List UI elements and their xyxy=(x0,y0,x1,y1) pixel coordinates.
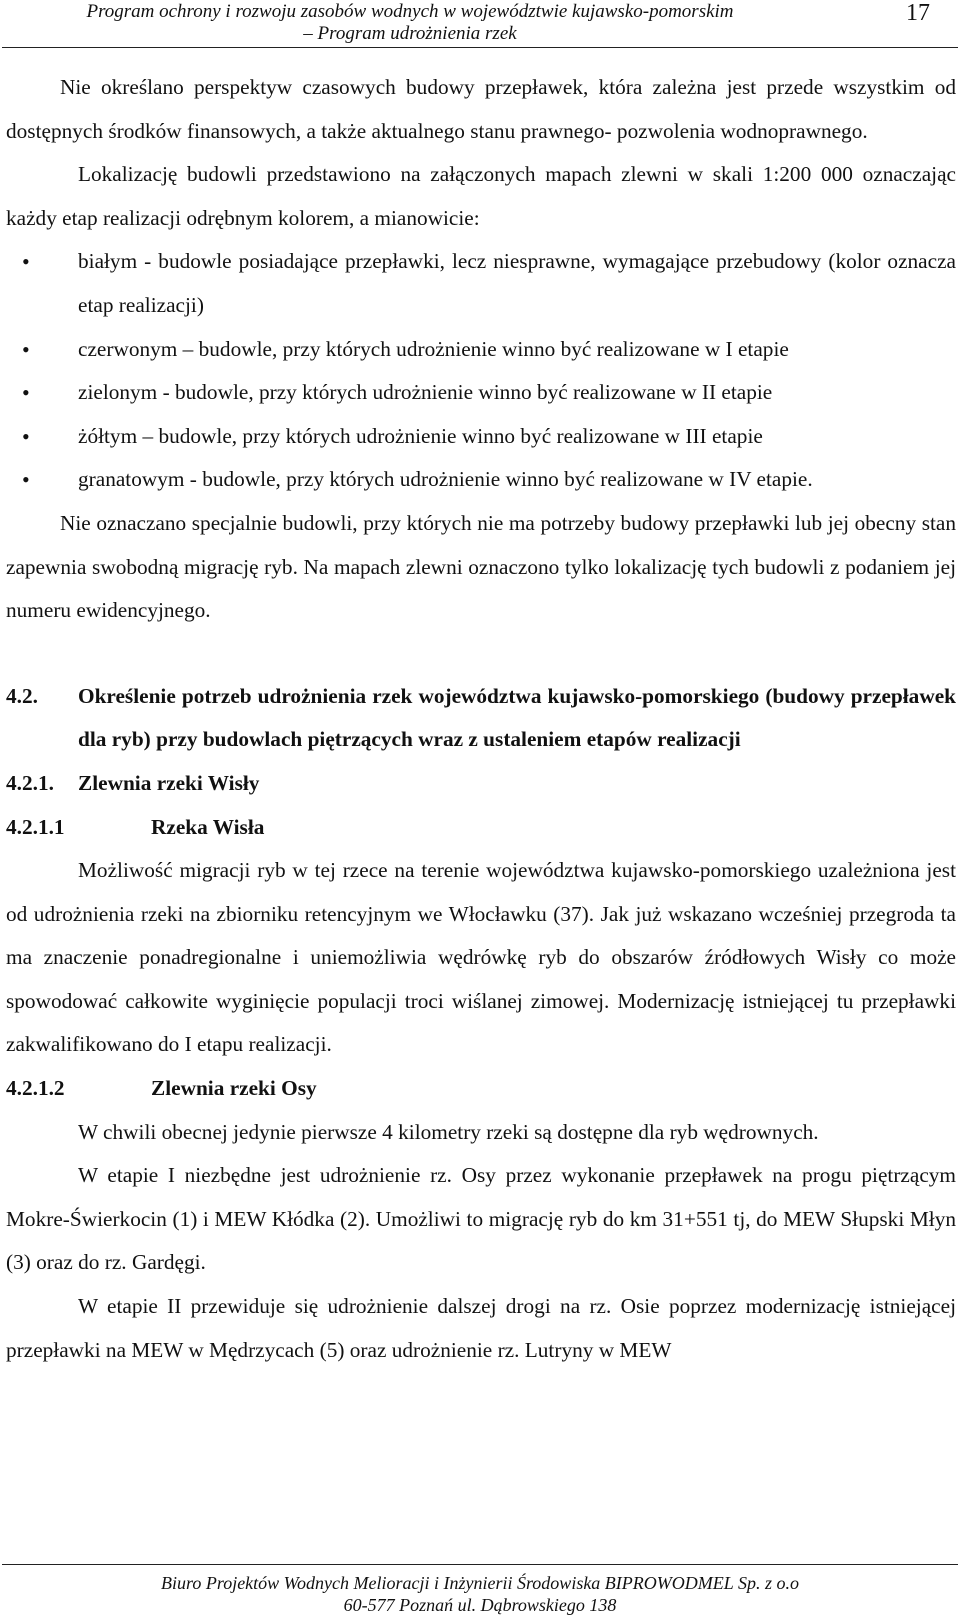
bullet-icon: • xyxy=(22,380,30,406)
section-number: 4.2.1.2 xyxy=(6,1076,65,1101)
page-number: 17 xyxy=(906,0,930,26)
list-item-text: czerwonym – budowle, przy których udrożnienie winno być realizowane w I etapie xyxy=(78,336,789,361)
spacer xyxy=(6,633,956,675)
footer-divider xyxy=(2,1564,958,1565)
paragraph: W etapie II przewiduje się udrożnienie dalszej drogi na rz. Osie poprzez modernizację istniejącej przepławki na MEW w Mędrzycach (5) oraz udrożnienie rz. Lutryny w MEW xyxy=(6,1294,956,1362)
bullet-icon: • xyxy=(22,423,30,449)
section-heading xyxy=(6,675,956,762)
paragraph: Lokalizację budowli przedstawiono na załączonych mapach zlewni w skali 1:200 000 oznaczając każdy etap realizacji odrębnym kolorem, a mianowicie: xyxy=(6,162,956,230)
list-item-text: białym - budowle posiadające przepławki, lecz niesprawne, wymagające przebudowy (kolor oznacza etap realizacji) xyxy=(78,249,956,317)
section-number: 4.2.1.1 xyxy=(6,814,65,839)
section-title: Określenie potrzeb udrożnienia rzek województwa kujawsko-pomorskiego (budowy przepławek dla ryb) przy budowlach piętrzących wraz z ustaleniem etapów realizacji xyxy=(78,683,956,752)
paragraph: Możliwość migracji ryb w tej rzece na terenie województwa kujawsko-pomorskiego uzależniona jest od udrożnienia rzeki na zbiorniku retencyjnym we Włocławku (37). Jak już wskazano wcześniej przegroda ta ma znaczenie ponadregionalne i uniemożliwia wędrówkę ryb do obszarów źródłowych Wisły co może spowodować całkowite wyginięcie populacji troci wiślanej zimowej. Modernizację istniejącej tu przepławki zakwalifikowano do I etapu realizacji. xyxy=(6,858,956,1057)
header-title: Program ochrony i rozwoju zasobów wodnych w województwie kujawsko-pomorskim xyxy=(86,1,734,22)
footer-company: Biuro Projektów Wodnych Melioracji i Inżynierii Środowiska BIPROWODMEL Sp. z o.o xyxy=(161,1573,799,1593)
header-subtitle: – Program udrożnienia rzek xyxy=(303,23,517,44)
paragraph: W chwili obecnej jedynie pierwsze 4 kilometry rzeki są dostępne dla ryb wędrownych. xyxy=(78,1119,819,1144)
paragraph: W etapie I niezbędne jest udrożnienie rz. Osy przez wykonanie przepławek na progu piętrzącym Mokre-Świerkocin (1) i MEW Kłódka (2). Umożliwi to migrację ryb do km 31+551 tj, do MEW Słupski Młyn (3) oraz do rz. Gardęgi. xyxy=(6,1163,956,1275)
header-divider xyxy=(2,47,958,48)
list-item-text: żółtym – budowle, przy których udrożnienie winno być realizowane w III etapie xyxy=(78,423,763,448)
section-number: 4.2.1. xyxy=(6,770,54,795)
section-title: Rzeka Wisła xyxy=(151,814,265,839)
list-item xyxy=(6,328,956,372)
subsection-heading xyxy=(6,762,956,806)
bullet-icon: • xyxy=(22,336,30,362)
list-item-text: zielonym - budowle, przy których udrożnienie winno być realizowane w II etapie xyxy=(78,380,773,405)
document-body xyxy=(6,66,956,1372)
list-item xyxy=(6,415,956,459)
section-number: 4.2. xyxy=(6,683,38,708)
section-title: Zlewnia rzeki Wisły xyxy=(78,770,260,795)
bullet-icon: • xyxy=(22,249,30,275)
page-header xyxy=(0,0,960,50)
footer-address: 60-577 Poznań ul. Dąbrowskiego 138 xyxy=(343,1595,617,1615)
list-item xyxy=(6,240,956,327)
section-title: Zlewnia rzeki Osy xyxy=(151,1076,317,1101)
list-item-text: granatowym - budowle, przy których udrożnienie winno być realizowane w IV etapie. xyxy=(78,467,813,492)
paragraph: Nie określano perspektyw czasowych budowy przepławek, która zależna jest przede wszystkim od dostępnych środków finansowych, a także aktualnego stanu prawnego- pozwolenia wodnoprawnego. xyxy=(6,75,956,143)
subsubsection-heading xyxy=(6,1067,956,1111)
subsubsection-heading xyxy=(6,806,956,850)
paragraph: Nie oznaczano specjalnie budowli, przy których nie ma potrzeby budowy przepławki lub jej obecny stan zapewnia swobodną migrację ryb. Na mapach zlewni oznaczono tylko lokalizację tych budowli z podaniem jej numeru ewidencyjnego. xyxy=(6,510,956,623)
bullet-icon: • xyxy=(22,467,30,493)
list-item xyxy=(6,458,956,502)
color-legend-list xyxy=(6,240,956,502)
list-item xyxy=(6,371,956,415)
